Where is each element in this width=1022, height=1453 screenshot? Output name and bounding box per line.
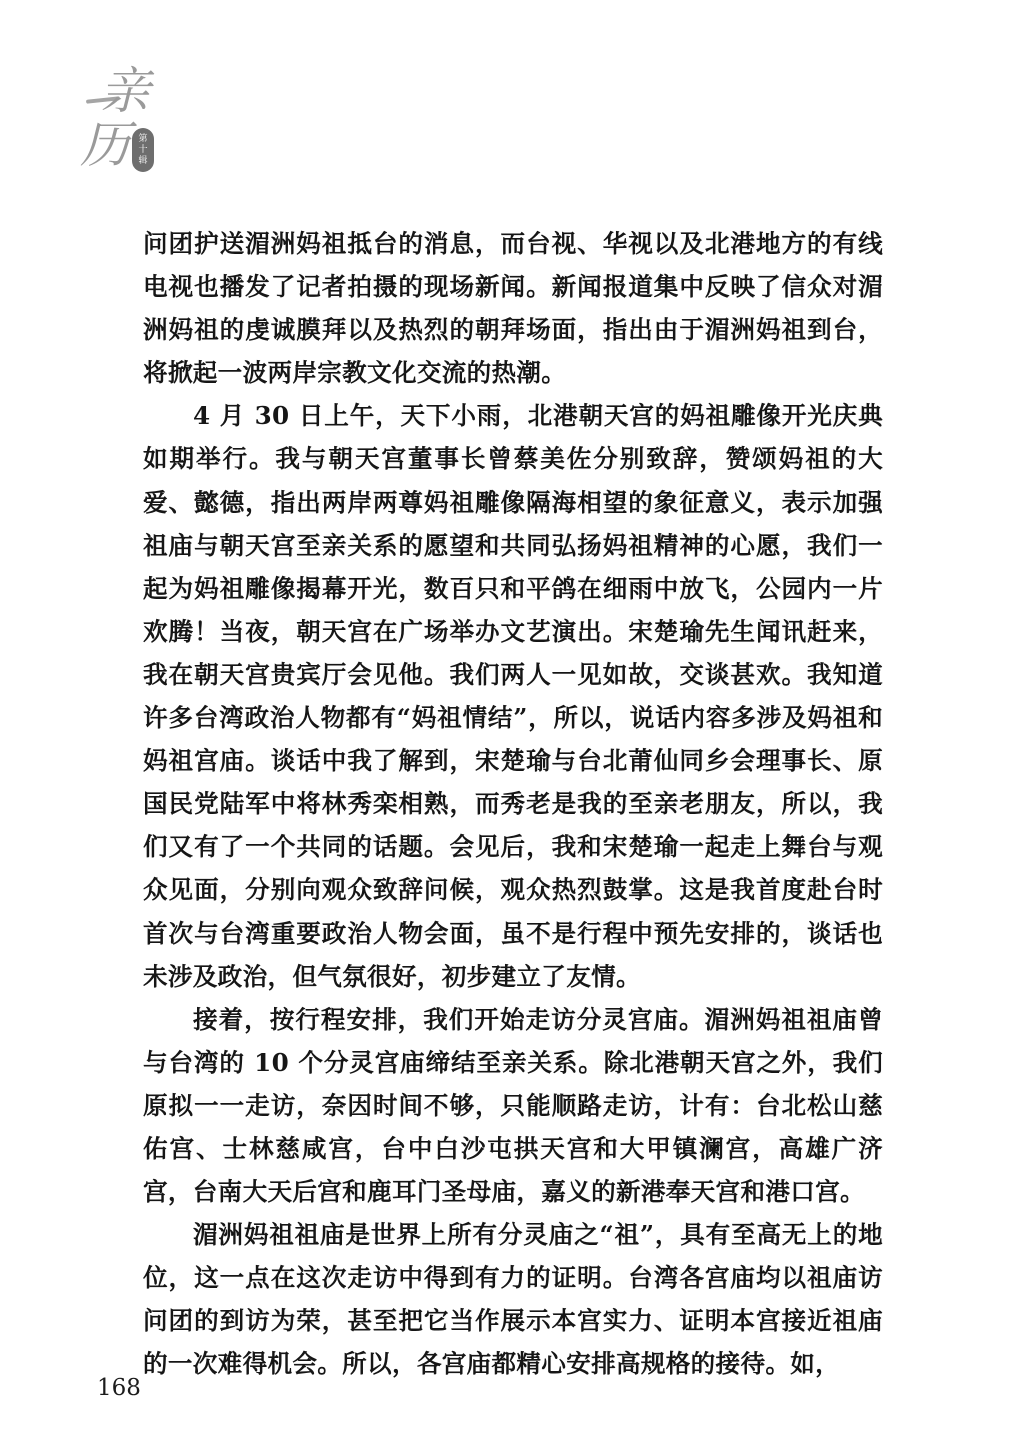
- paragraph-2: 4 月 30 日上午，天下小雨，北港朝天宫的妈祖雕像开光庆典如期举行。我与朝天宫董事长曾蔡美佐分别致辞，赞颂妈祖的大爱、懿德，指出两岸两尊妈祖雕像隔海相望的象征意义，表示加强祖庙与朝天宫至亲关系的愿望和共同弘扬妈祖精神的心愿，我们一起为妈祖雕像揭幕开光，数百只和平鸽在细雨中放飞，公园内一片欢腾！当夜，朝天宫在广场举办文艺演出。宋楚瑜先生闻讯赶来，我在朝天宫贵宾厅会见他。我们两人一见如故，交谈甚欢。我知道许多台湾政治人物都有“妈祖情结”，所以，说话内容多涉及妈祖和妈祖宫庙。谈话中我了解到，宋楚瑜与台北莆仙同乡会理事长、原国民党陆军中将林秀栾相熟，而秀老是我的至亲老朋友，所以，我们又有了一个共同的话题。会见后，我和宋楚瑜一起走上舞台与观众见面，分别向观众致辞问候，观众热烈鼓掌。这是我首度赴台时首次与台湾重要政治人物会面，虽不是行程中预先安排的，谈话也未涉及政治，但气氛很好，初步建立了友情。: [143, 401, 883, 991]
- book-logo: [78, 62, 178, 182]
- logo-seal: [132, 128, 154, 172]
- page-number: 168: [97, 1375, 141, 1401]
- logo-seal-char: 第: [138, 133, 148, 144]
- paragraph-4: 湄洲妈祖祖庙是世界上所有分灵庙之“祖”，具有至高无上的地位，这一点在这次走访中得到有力的证明。台湾各宫庙均以祖庙访问团的到访为荣，甚至把它当作展示本宫实力、证明本宫接近祖庙的一次难得机会。所以，各宫庙都精心安排高规格的接待。如，: [143, 1220, 883, 1379]
- paragraph-3: 接着，按行程安排，我们开始走访分灵宫庙。湄洲妈祖祖庙曾与台湾的 10 个分灵宫庙缔结至亲关系。除北港朝天宫之外，我们原拟一一走访，奈因时间不够，只能顺路走访，计有：台北松山慈佑宫、士林慈咸宫，台中白沙屯拱天宫和大甲镇澜宫，高雄广济宫，台南大天后宫和鹿耳门圣母庙，嘉义的新港奉天宫和港口宫。: [143, 1004, 883, 1207]
- logo-seal-char: 辑: [138, 155, 148, 166]
- body-text: [143, 222, 883, 1386]
- logo-char-qin: 亲: [100, 62, 150, 120]
- logo-seal-char: 十: [138, 144, 148, 155]
- paragraph-1: 问团护送湄洲妈祖抵台的消息，而台视、华视以及北港地方的有线电视也播发了记者拍摄的现场新闻。新闻报道集中反映了信众对湄洲妈祖的虔诚膜拜以及热烈的朝拜场面，指出由于湄洲妈祖到台，将掀起一波两岸宗教文化交流的热潮。: [143, 229, 883, 388]
- logo-char-li: 历: [80, 116, 130, 174]
